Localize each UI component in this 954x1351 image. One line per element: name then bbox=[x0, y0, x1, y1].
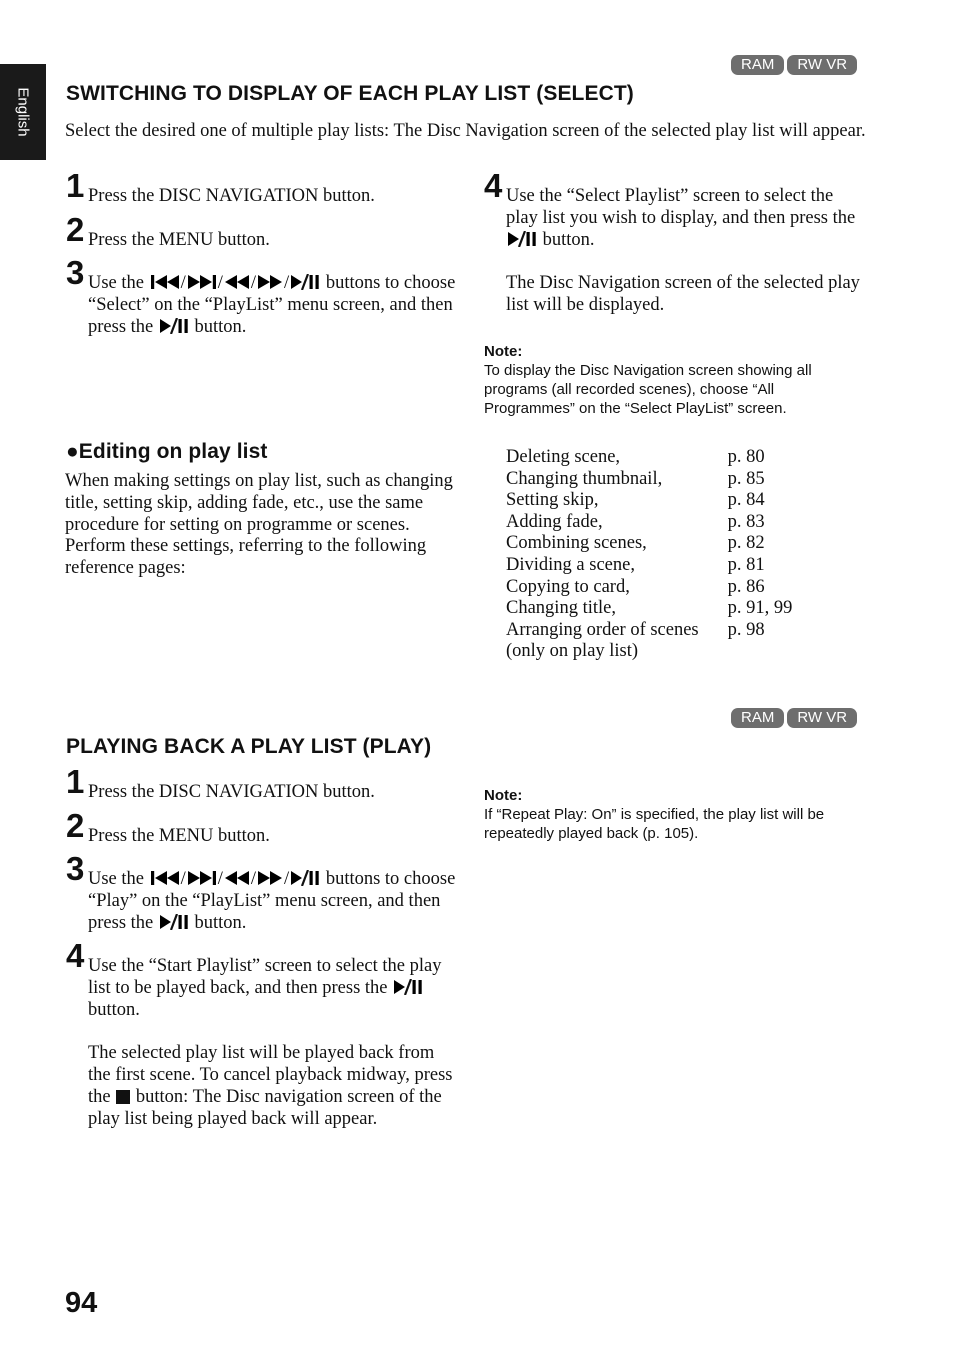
play-pause-icon bbox=[393, 979, 423, 995]
bullet-icon: ● bbox=[66, 440, 79, 463]
reference-item: Deleting scene, bbox=[506, 447, 621, 467]
play-pause-icon bbox=[159, 318, 189, 334]
skip-forward-icon bbox=[187, 870, 217, 886]
reference-item: Setting skip, bbox=[506, 490, 599, 511]
reference-row bbox=[506, 512, 792, 534]
reference-row bbox=[506, 598, 792, 620]
step-number: 4 bbox=[484, 167, 503, 204]
play-pause-icon bbox=[159, 914, 189, 930]
rewind-icon bbox=[224, 870, 250, 886]
step-result: The selected play list will be played back from the first scene. To cancel playback midway, press the button: The Disc navigation screen of the play list being played back will appear. bbox=[88, 1043, 453, 1129]
play-note: Note: If “Repeat Play: On” is specified, the play list will be repeatedly played back (p. 105). bbox=[484, 787, 864, 843]
reference-item: Combining scenes, bbox=[506, 533, 647, 554]
reference-item: Changing thumbnail, bbox=[506, 468, 663, 489]
badge-group bbox=[731, 55, 857, 75]
section-play-title: PLAYING BACK A PLAY LIST (PLAY) bbox=[66, 735, 432, 758]
skip-forward-icon bbox=[187, 274, 217, 290]
reference-row bbox=[506, 620, 792, 642]
step-text: Press the MENU button. bbox=[88, 826, 270, 846]
language-label: English bbox=[14, 87, 32, 137]
play-pause-icon bbox=[290, 870, 320, 886]
skip-back-icon bbox=[150, 274, 180, 290]
reference-row bbox=[506, 555, 792, 577]
step-text: Press the MENU button. bbox=[88, 230, 270, 250]
section-select-title: SWITCHING TO DISPLAY OF EACH PLAY LIST (SELECT) bbox=[66, 82, 634, 105]
reference-row bbox=[506, 533, 792, 555]
step-text: Use the / / / / buttons to choose “Play” on the “PlayList” menu screen, and then press the button. bbox=[88, 869, 456, 933]
rw-vr-badge: RW VR bbox=[787, 708, 857, 728]
skip-back-icon bbox=[150, 870, 180, 886]
reference-page: p. 85 bbox=[727, 468, 765, 489]
step-text: Press the DISC NAVIGATION button. bbox=[88, 186, 375, 206]
reference-row bbox=[506, 469, 792, 491]
note-label: Note bbox=[484, 343, 518, 360]
reference-page: p. 80 bbox=[727, 447, 765, 467]
reference-item: Arranging order of scenes bbox=[506, 619, 699, 640]
reference-item: Changing title, bbox=[506, 598, 616, 619]
step-text: Use the / / / / buttons to choose “Select” on the “PlayList” menu screen, and then press the button. bbox=[88, 273, 456, 337]
reference-row bbox=[506, 447, 792, 469]
reference-item: (only on play list) bbox=[506, 641, 639, 662]
reference-page: p. 81 bbox=[727, 554, 765, 575]
reference-row bbox=[506, 577, 792, 599]
editing-title: ●Editing on play list bbox=[66, 440, 268, 463]
note-text: To display the Disc Navigation screen showing all programs (all recorded scenes), choose “All Programmes” on the “Select PlayList” screen. bbox=[484, 362, 812, 417]
step-text: Press the DISC NAVIGATION button. bbox=[88, 782, 375, 802]
section-select-intro: Select the desired one of multiple play lists: The Disc Navigation screen of the selected play list will appear. bbox=[65, 121, 866, 141]
ram-badge: RAM bbox=[731, 55, 784, 75]
language-tab bbox=[0, 64, 46, 160]
reference-page: p. 86 bbox=[727, 576, 765, 597]
rewind-icon bbox=[224, 274, 250, 290]
note-label: Note bbox=[484, 787, 518, 804]
reference-page: p. 98 bbox=[727, 619, 765, 640]
play-pause-icon bbox=[507, 231, 537, 247]
fast-forward-icon bbox=[257, 870, 283, 886]
reference-page bbox=[699, 641, 793, 663]
ram-badge: RAM bbox=[731, 708, 784, 728]
step-number: 3 bbox=[66, 850, 85, 887]
step-number: 1 bbox=[66, 763, 85, 800]
stop-icon bbox=[116, 1090, 130, 1104]
step-number: 1 bbox=[66, 167, 85, 204]
step-number: 4 bbox=[66, 937, 85, 974]
note-text: If “Repeat Play: On” is specified, the play list will be repeatedly played back (p. 105). bbox=[484, 806, 825, 842]
reference-row bbox=[506, 490, 792, 512]
step-number: 3 bbox=[66, 254, 85, 291]
page-number: 94 bbox=[65, 1287, 98, 1319]
rw-vr-badge: RW VR bbox=[787, 55, 857, 75]
select-note: Note: To display the Disc Navigation screen showing all programs (all recorded scenes), choose “All Programmes” on the “Select PlayList” screen. bbox=[484, 343, 854, 418]
reference-row bbox=[506, 641, 792, 663]
reference-item: Copying to card, bbox=[506, 576, 630, 597]
step-result: The Disc Navigation screen of the selected play list will be displayed. bbox=[506, 273, 860, 315]
reference-page: p. 84 bbox=[727, 490, 765, 511]
reference-page: p. 91, 99 bbox=[727, 598, 793, 619]
play-pause-icon bbox=[290, 274, 320, 290]
fast-forward-icon bbox=[257, 274, 283, 290]
reference-item: Dividing a scene, bbox=[506, 554, 635, 575]
badge-group bbox=[731, 708, 857, 728]
step-text: Use the “Start Playlist” screen to select the play list to be played back, and then press the button. The selected play list will be played back from the first scene. To cancel playback midway, press the button: The Disc navigation screen of the play list being played back will appear. bbox=[88, 956, 460, 1130]
step-number: 2 bbox=[66, 807, 85, 844]
reference-item: Adding fade, bbox=[506, 511, 603, 532]
reference-page: p. 82 bbox=[727, 533, 765, 554]
reference-table bbox=[506, 447, 792, 663]
reference-page: p. 83 bbox=[727, 511, 765, 532]
editing-text: When making settings on play list, such as changing title, setting skip, adding fade, etc., use the same procedure for setting on programme or scenes. Perform these settings, referring to the following reference pages: bbox=[65, 471, 453, 579]
step-number: 2 bbox=[66, 211, 85, 248]
step-text: Use the “Select Playlist” screen to select the play list you wish to display, and then press the button. The Disc Navigation screen of the selected play list will be displayed. bbox=[506, 186, 866, 317]
